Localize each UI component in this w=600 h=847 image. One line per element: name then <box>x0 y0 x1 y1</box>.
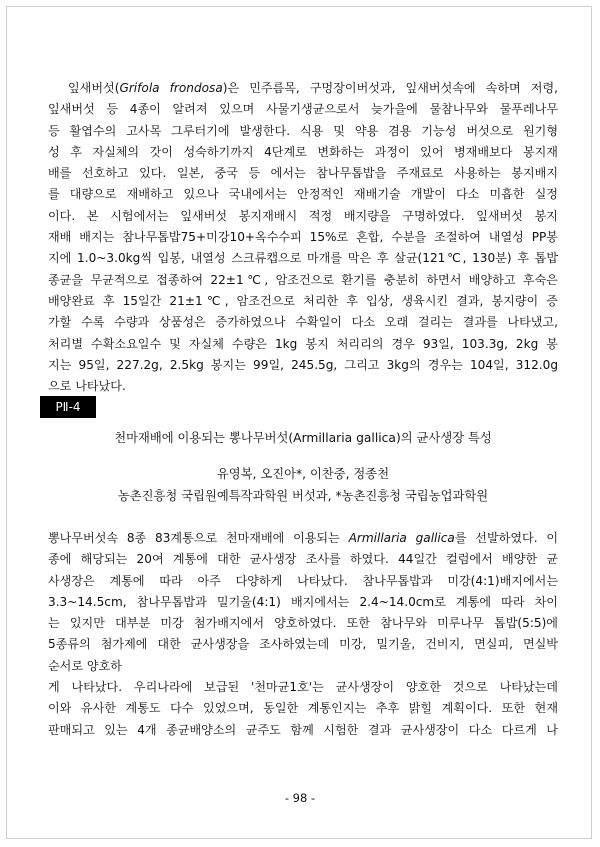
page-number: - 98 - <box>284 791 316 805</box>
text-line: 종균을 무균적으로 접종하여 22±1℃, 암조건으로 환기를 충분히 하면서 배양하고 후숙은 <box>48 272 558 287</box>
abstract-armillaria <box>48 528 558 741</box>
text-line: 를 대량으로 재배하고 있으나 국내에서는 안정적인 재배기술 개발이 다소 미흡한 실정 <box>48 187 558 202</box>
text-line: 배양완료 후 15일간 21±1℃, 암조건으로 처리한 후 입상, 생육시킨 결과, 봉지량이 증 <box>48 293 558 308</box>
text-line: 3.3~14.5cm, 참나무톱밥과 밀기울(4:1) 배지에서는 2.4~14.0cm로 계통에 따라 차이 <box>48 594 558 609</box>
text-line: 처리별 수확소요일수 및 자실체 수량은 1kg 봉지 처리리의 경우 93일, 103.3g, 2kg 봉 <box>48 336 558 351</box>
text-line: 가할 수록 수량과 상품성은 증가하였으나 수확일이 다소 오래 걸리는 결과를 나타냈고, <box>48 315 558 330</box>
text-line: 이다. 본 시험에서는 잎새버섯 봉지재배시 적정 배지량을 구명하였다. 잎새버섯 봉지 <box>48 208 558 223</box>
text-line: 배를 선호하고 있다. 일본, 중국 등 에서는 참나무톱밥을 주재료로 사용하는 봉지배지 <box>48 166 558 181</box>
text-line: 재배 배지는 참나무톱밥75+미강10+옥수수피 15%로 혼합, 수분을 조절하여 내열성 PP봉 <box>48 230 558 245</box>
abstract-grifola <box>48 78 558 397</box>
text-line: 이와 유사한 계통도 다수 있었으며, 동일한 계통인지는 추후 밝힐 계획이다. 또한 현재 <box>48 701 558 716</box>
text-line: 뽕나무버섯속 8종 83계통으로 천마재배에 이용되는 Armillaria gallica를 선발하였다. 이 <box>48 531 558 545</box>
author-block <box>48 463 558 507</box>
text-line: 5종류의 첨가제에 대한 균사생장을 조사하였는데 미강, 밀기울, 건비지, 면실피, 면실박 <box>48 637 558 652</box>
scientific-name: Armillaria gallica <box>348 531 455 545</box>
text-line: 는 있지만 대부분 미강 첨가배지에서 양호하였다. 또한 참나무와 미루나무 톱밥(5:5)에 <box>48 616 558 631</box>
text-line: 판매되고 있는 4개 종균배양소의 균주도 함께 시험한 결과 균사생장이 다소 다르게 나 <box>48 722 558 737</box>
text-line: 지에 1.0~3.0kg씩 입봉, 내열성 스크류캡으로 마개를 막은 후 살균(121℃, 130분) 후 톱밥 <box>48 251 558 266</box>
text-line: 순서로 양호하 <box>48 658 122 673</box>
text-line: 종에 해당되는 20여 계통에 대한 균사생장 조사를 하였다. 44일간 컬럼에서 배양한 균 <box>48 552 558 567</box>
text-line: 잎새버섯 등 4종이 알려져 있으며 사물기생균으로서 늦가을에 물참나무와 물푸레나무 <box>48 102 558 117</box>
text-line: 등 활엽수의 고사목 그루터기에 발생한다. 식용 및 약용 겸용 기능성 버섯으로 원기형 <box>48 123 558 138</box>
author-affiliation: 농촌진흥청 국립원예특작과학원 버섯과, *농촌진흥청 국립농업과학원 <box>117 489 489 503</box>
text-line: 지는 95일, 227.2g, 2.5kg 봉지는 99일, 245.5g, 그리고 3kg의 경우는 104일, 312.0g <box>48 357 558 372</box>
text-line: 게 나타났다. 우리나라에 보급된 '천마균1호'는 균사생장이 양호한 것으로 나타났는데 <box>48 680 558 695</box>
text-line: 사생장은 계통에 따라 아주 다양하게 나타났다. 참나무톱밥과 미강(4:1)배지에서는 <box>48 573 558 588</box>
author-names: 유영복, 오진아*, 이찬중, 정종천 <box>216 467 390 481</box>
section-badge: PⅡ-4 <box>40 396 96 418</box>
paper-title: 천마재배에 이용되는 뽕나무버섯(Armillaria gallica)의 균사생장 특성 <box>114 431 492 445</box>
text-line: 잎새버섯(Grifola frondosa)은 민주름목, 구멍장이버섯과, 잎새버섯속에 속하며 저령, <box>68 81 558 95</box>
text-line: 으로 나타났다. <box>48 379 126 394</box>
scientific-name: Grifola frondosa <box>119 81 223 95</box>
text-line: 성 후 자실체의 갓이 성숙하기까지 4단계로 변화하는 과정이 있어 병재배보다 봉지재 <box>48 144 558 159</box>
paper-title-block <box>48 428 558 448</box>
